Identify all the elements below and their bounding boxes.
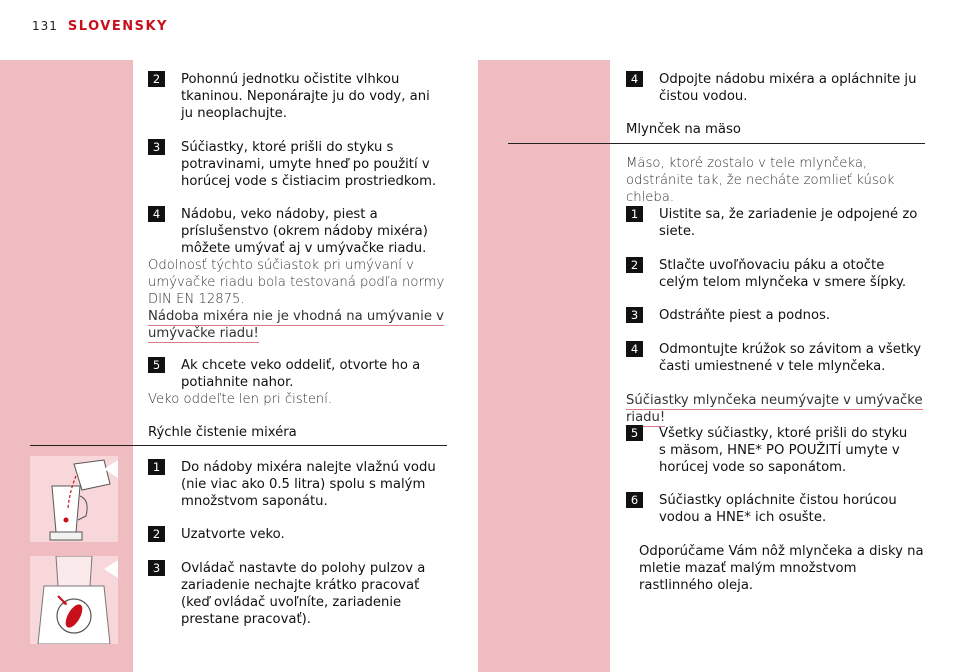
step-number: 4 <box>626 71 643 87</box>
language-heading: SLOVENSKY <box>67 19 168 34</box>
grinder-intro: Mäso, ktoré zostalo v tele mlynčeka, odstránite tak, že necháte zomlieť kúsok chleba. <box>626 156 895 205</box>
step-number: 3 <box>148 139 165 155</box>
step-text: Uistite sa, že zariadenie je odpojené zo siete. <box>659 207 918 239</box>
step-number: 5 <box>626 425 643 441</box>
step-number: 1 <box>626 206 643 222</box>
section-rule <box>508 143 925 144</box>
step-number: 3 <box>148 560 165 576</box>
step-number: 2 <box>148 71 165 87</box>
step-number: 4 <box>626 341 643 357</box>
step-text: Všetky súčiastky, ktoré prišli do styku s mäsom, HNE* PO POUŽITÍ umyte v horúcej vode so saponátom. <box>659 426 908 475</box>
step-number: 6 <box>626 492 643 508</box>
section-title-quick-clean: Rýchle čistenie mixéra <box>148 425 297 440</box>
step-text: Pohonnú jednotku očistite vlhkou tkaninou. Neponárajte ju do vody, ani ju neoplachujte. <box>181 72 430 121</box>
step-text: Odmontujte krúžok so závitom a všetky časti umiestnené v tele mlynčeka. <box>659 342 922 374</box>
page-header <box>32 19 168 37</box>
right-margin-band <box>478 60 610 672</box>
step-text: Súčiastky opláchnite čistou horúcou vodou a HNE* ich osušte. <box>659 493 897 525</box>
illustration-pulse-control <box>30 556 118 644</box>
step-text: Ak chcete veko oddeliť, otvorte ho a potiahnite nahor. <box>181 358 421 390</box>
step-text: Súčiastky, ktoré prišli do styku s potravinami, umyte hneď po použití v horúcej vode s čistiacim prostriedkom. <box>181 140 437 189</box>
pointer-triangle <box>104 460 118 478</box>
step-number: 2 <box>626 257 643 273</box>
pointer-triangle <box>104 560 118 578</box>
step-number: 2 <box>148 526 165 542</box>
section-title-meat-grinder: Mlynček na mäso <box>626 122 741 137</box>
illustration-pour-water <box>30 456 118 542</box>
step-number: 4 <box>148 206 165 222</box>
step-text: Stlačte uvoľňovaciu páku a otočte celým telom mlynčeka v smere šípky. <box>659 258 907 290</box>
oil-recommendation: Odporúčame Vám nôž mlynčeka a disky na mletie mazať malým množstvom rastlinného oleja. <box>639 544 924 593</box>
step-text: Do nádoby mixéra nalejte vlažnú vodu (nie viac ako 0.5 litra) spolu s malým množstvom saponátu. <box>181 460 436 509</box>
step-text: Ovládač nastavte do polohy pulzov a zariadenie nechajte krátko pracovať (keď ovládač uvoľníte, zariadenie prestane pracovať). <box>181 561 426 627</box>
step-text: Odpojte nádobu mixéra a opláchnite ju čistou vodou. <box>659 72 917 104</box>
step-number: 1 <box>148 459 165 475</box>
dishwasher-test-note: Odolnosť týchto súčiastok pri umývaní v umývačke riadu bola testovaná podľa normy DIN EN 12875. <box>148 258 445 307</box>
blender-jar-warning <box>148 308 448 342</box>
section-rule <box>30 445 447 446</box>
grinder-dishwasher-warning <box>626 392 926 426</box>
warning-line: umývačke riadu! <box>148 326 259 341</box>
step-number: 3 <box>626 307 643 323</box>
step-number: 5 <box>148 357 165 373</box>
step-text: Uzatvorte veko. <box>181 527 285 542</box>
step-text: Nádobu, veko nádoby, piest a príslušenstvo (okrem nádoby mixéra) môžete umývať aj v umývačke riadu. <box>181 207 428 256</box>
step-text: Odstráňte piest a podnos. <box>659 308 831 323</box>
lid-note: Veko oddeľte len pri čistení. <box>148 392 333 407</box>
warning-line: Nádoba mixéra nie je vhodná na umývanie v <box>148 309 444 324</box>
page-number: 131 <box>32 19 58 33</box>
warning-line: Súčiastky mlynčeka neumývajte v umývačke riadu! <box>626 393 923 425</box>
